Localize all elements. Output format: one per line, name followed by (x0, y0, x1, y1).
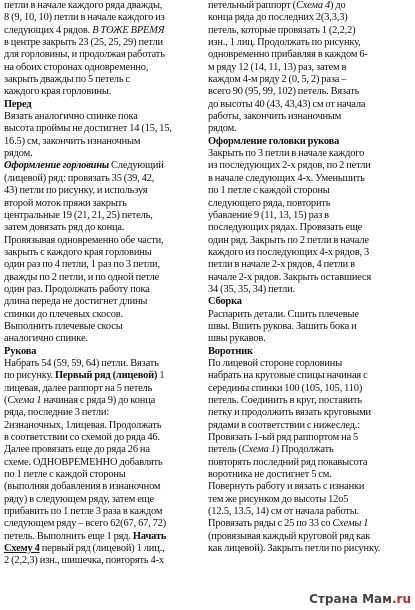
left-line (4, 247, 202, 259)
body-text: ) Продолжать (275, 444, 334, 456)
body-text: Провязать ряды с 25 по 33 со (208, 518, 333, 530)
styled-text: Сборка (208, 296, 242, 308)
left-line (4, 296, 202, 308)
body-text: петель. Выполнить еще 1 ряд. (4, 530, 133, 542)
left-line (4, 555, 202, 567)
left-line (4, 198, 202, 210)
right-line (208, 148, 413, 160)
body-text: 2изнаночных, 1лицевая. Продолжать (4, 419, 162, 431)
body-text: (выполняя добавления в изнаночном (4, 481, 161, 493)
body-text: Провязывая одновременно обе части, (4, 234, 164, 246)
left-line (4, 25, 202, 37)
left-line (4, 99, 202, 111)
right-line (208, 136, 413, 148)
right-line (208, 481, 413, 493)
body-text: воротника не достигнет 5 см. (208, 469, 332, 481)
left-line (4, 284, 202, 296)
right-line (208, 235, 413, 247)
styled-text: Перед (4, 98, 32, 110)
body-text: в соответствии со схемой до ряда 46. (4, 432, 160, 444)
body-text: петель. Соединить в круг, поставить (208, 395, 362, 406)
right-line (208, 0, 413, 12)
body-text: Далее провязать еще до ряда 26 на (4, 444, 150, 456)
body-text: 2 (2,2,3) изн., шишечка, повторять 4-х (4, 555, 164, 567)
body-text: закрыть с каждого края горловины (4, 246, 152, 258)
body-text: следующего ряда, повторить (208, 197, 331, 209)
body-text: убавление 9 (11, 13, 15) раз в (208, 209, 329, 221)
body-text: 16.5) см, закончить изнаночным (4, 135, 141, 147)
right-line (208, 358, 413, 370)
left-line (4, 383, 202, 395)
right-line (208, 284, 413, 296)
body-text: лицевая, далее раппорт на 5 петель (4, 382, 153, 394)
body-text: Вязать аналогично спинке пока (4, 111, 138, 123)
right-line (208, 111, 413, 123)
body-text: для горловины, и продолжая работать (4, 49, 165, 61)
body-text: длина переда не достигнет длины (4, 296, 148, 308)
right-line (208, 86, 413, 98)
styled-text: Схема 4 (295, 0, 331, 11)
body-text: петель ( (208, 444, 242, 456)
body-text: ряда, последние 3 петли: (4, 407, 110, 419)
left-line (4, 222, 202, 234)
body-text: Повернуть работу и вязать с изнанки (208, 481, 365, 493)
right-line (208, 370, 413, 382)
body-text: Провязать 1-ый ряд раппортом на 5 (208, 432, 359, 444)
right-line (208, 494, 413, 506)
body-text: Закрыть по 3 петли в начале каждого (208, 148, 365, 160)
left-line (4, 370, 202, 382)
right-line (208, 457, 413, 469)
right-line (208, 247, 413, 259)
body-text: Выполнить плечевые скосы (4, 320, 123, 332)
watermark-suffix: .ru (391, 592, 411, 606)
right-line (208, 160, 413, 172)
right-line (208, 395, 413, 407)
right-line (208, 444, 413, 456)
body-text: 34 (35, 35, 34) петли. (208, 283, 295, 295)
left-line (4, 123, 202, 135)
body-text: каждого края горловины. (4, 86, 112, 98)
left-line (4, 543, 202, 555)
body-text: одновременно прибавляя в каждом 6- (208, 49, 368, 61)
right-line (208, 185, 413, 197)
right-line (208, 420, 413, 432)
left-line (4, 407, 202, 419)
watermark-text: Страна Мам (309, 592, 392, 606)
left-line (4, 506, 202, 518)
body-text: спинки до плечевых скосов. (4, 308, 123, 320)
right-line (208, 49, 413, 61)
body-text: 43) петли по рисунку, и используя (4, 185, 148, 197)
right-line (208, 74, 413, 86)
body-text: (лицевой) ряд: провязать 35 (39, 42, (4, 172, 155, 184)
styled-text: Воротник (208, 345, 253, 357)
body-text: второй моток пряжи закрыть (4, 197, 127, 209)
left-line (4, 358, 202, 370)
body-text: затем довязать ряд до конца. (4, 222, 125, 234)
body-text: один ряд. Закрыть по 2 петли в начале (208, 234, 369, 246)
body-text: один раз. Продолжать работу пока (4, 283, 150, 295)
body-text: середины спинки 100 (105, 105, 110) (208, 382, 363, 394)
left-line (4, 49, 202, 61)
left-line (4, 136, 202, 148)
left-line (4, 321, 202, 333)
left-line (4, 111, 202, 123)
body-text: следующем ряду – всего 62(67, 67, 72) (4, 518, 167, 530)
left-line (4, 235, 202, 247)
body-text: (провязывая каждый круговой ряд как (208, 530, 371, 542)
body-text: центральные 19 (21, 21, 25) петель, (4, 209, 153, 221)
body-text: в начале следующих 4-х. Уменьшить (208, 172, 365, 184)
left-line (4, 395, 202, 407)
left-line (4, 210, 202, 222)
body-text: как лицевой). Закрыть петли по рисунку. (208, 543, 381, 555)
body-text: закрыть дважды по 5 петель с (4, 74, 130, 86)
body-text: тем же рисунком до высоты 12о5 (208, 493, 349, 505)
styled-text: Первый ряд (лицевой) (55, 370, 158, 382)
left-line (4, 531, 202, 543)
body-text: швы рукавов. (208, 333, 266, 345)
styled-text: Схемы 1 (332, 518, 369, 530)
right-line (208, 272, 413, 284)
left-line (4, 37, 202, 49)
body-text: схеме. ОДНОВРЕМЕННО добавлять (4, 456, 163, 468)
right-line (208, 407, 413, 419)
body-text: аналогично спинке. (4, 333, 88, 345)
styled-text: Схему 4 (4, 543, 40, 555)
body-text: ( (4, 395, 8, 406)
left-line (4, 160, 202, 172)
body-text: швы. Вшить рукова. Зашить бока и (208, 320, 357, 332)
body-text: последующих рядах. Провязать еще (208, 222, 363, 234)
body-text: петли в начале каждого ряда дважды, (4, 0, 163, 11)
left-line (4, 173, 202, 185)
body-text: 8 (9, 10, 10) петли в начале каждого из (4, 12, 165, 24)
left-line (4, 420, 202, 432)
body-text: Распарить детали. Сшить плечевые (208, 308, 359, 320)
body-text: каждого из последующих 4-х рядов, 3 (208, 246, 370, 258)
left-line (4, 494, 202, 506)
body-text: по 1 петле с каждой стороны (4, 469, 126, 481)
body-text: начале 2-х рядов. Закрыть оставшиеся (208, 271, 372, 283)
right-line (208, 346, 413, 358)
body-text: рядом. (208, 123, 237, 135)
body-text: на обоих сторонах одновременно, (4, 61, 149, 73)
body-text: петельный раппорт ( (208, 0, 296, 11)
right-line (208, 222, 413, 234)
left-line (4, 432, 202, 444)
body-text: ряду) в следующем ряду, затем еще (4, 493, 154, 505)
right-line (208, 62, 413, 74)
body-text: рядом. (4, 148, 33, 160)
right-line (208, 210, 413, 222)
body-text: каждом 4-м ряду 2 (0, 5, 2) раза – (208, 74, 347, 86)
body-text: прибавить по 1 петле 3 раза в каждом (4, 506, 163, 518)
left-line (4, 272, 202, 284)
body-text: из последующих 2-х рядов, по 2 петли (208, 160, 371, 172)
body-text: работы, закончить изнаночным (208, 111, 342, 123)
left-line (4, 469, 202, 481)
body-text: изн., 1 лиц. Продолжать по рисунку, (208, 37, 361, 49)
left-line (4, 86, 202, 98)
right-line (208, 531, 413, 543)
body-text: набрать на круговые спицы начиная с (208, 370, 368, 382)
left-line (4, 481, 202, 493)
left-line (4, 333, 202, 345)
styled-text: Схема 1 (7, 395, 42, 406)
right-line (208, 432, 413, 444)
left-line (4, 0, 202, 12)
right-line (208, 383, 413, 395)
styled-text: Схема 1 (241, 444, 276, 456)
body-text: конца ряда до последних 2(3,3,3) (208, 12, 348, 24)
right-line (208, 198, 413, 210)
body-text: до высоты 40 (43, 43,43) см от начала (208, 98, 366, 110)
body-text: следующих 4 рядов. (4, 24, 93, 36)
right-line (208, 518, 413, 530)
right-line (208, 259, 413, 271)
body-text: 1 (157, 370, 165, 382)
styled-text: Оформление горловины (4, 160, 109, 172)
styled-text: Оформление головки рукова (208, 135, 340, 147)
right-line (208, 173, 413, 185)
body-text: всего 90 (95, 99, 102) петель. Вязать (208, 86, 360, 98)
left-column (4, 0, 202, 568)
left-line (4, 259, 202, 271)
left-line (4, 185, 202, 197)
styled-text: Начать (132, 530, 167, 542)
right-line (208, 37, 413, 49)
right-line (208, 333, 413, 345)
body-text: первый ряд (лицевой) 1 лиц., (39, 543, 165, 555)
right-line (208, 469, 413, 481)
left-line (4, 444, 202, 456)
body-text: петку и продолжить вязать круговыми (208, 407, 371, 419)
styled-text: В ТОЖЕ ВРЕМЯ (92, 24, 165, 36)
styled-text: Рукова (4, 345, 37, 357)
body-text: высота проймы не достигнет 14 (15, 15, (4, 123, 172, 135)
body-text: один раз по 4 петли, 1 раз по 3 петли, (4, 259, 160, 271)
right-column (208, 0, 413, 555)
right-line (208, 99, 413, 111)
body-text: м ряду 12 (14, 11, 13) раз, затем в (208, 61, 347, 73)
left-line (4, 518, 202, 530)
right-line (208, 123, 413, 135)
right-line (208, 25, 413, 37)
body-text: (12.5, 13.5, 14) см от начала работы. (208, 506, 360, 518)
left-line (4, 62, 202, 74)
left-line (4, 457, 202, 469)
body-text: по 1 петле с каждой стороны (208, 185, 330, 197)
body-text: начиная с ряда 9) до конца (41, 395, 156, 406)
body-text: петли в начале 2-х рядов, 4 петли в (208, 259, 355, 271)
body-text: по рисунку. (4, 370, 55, 382)
body-text: По лицевой стороне горловины (208, 357, 343, 369)
right-line (208, 309, 413, 321)
right-line (208, 12, 413, 24)
right-line (208, 543, 413, 555)
right-line (208, 296, 413, 308)
body-text: повторять последний ряд покавысота (208, 456, 368, 468)
left-line (4, 148, 202, 160)
left-line (4, 309, 202, 321)
body-text: дважды по 2 петли, и по одной петле (4, 271, 160, 283)
body-text: Набрать 54 (59, 59, 64) петли. Вязать (4, 357, 159, 369)
body-text: рядами в соответствии с нижеслед.: (208, 419, 361, 431)
site-watermark (309, 592, 411, 606)
body-text: Следующий (109, 160, 164, 172)
body-text: петель, которые провязать 1 (2,2,2) (208, 24, 356, 36)
body-text: ) до (330, 0, 346, 11)
right-line (208, 506, 413, 518)
left-line (4, 346, 202, 358)
left-line (4, 74, 202, 86)
body-text: в центре закрыть 23 (25, 25, 29) петли (4, 37, 163, 49)
left-line (4, 12, 202, 24)
right-line (208, 321, 413, 333)
